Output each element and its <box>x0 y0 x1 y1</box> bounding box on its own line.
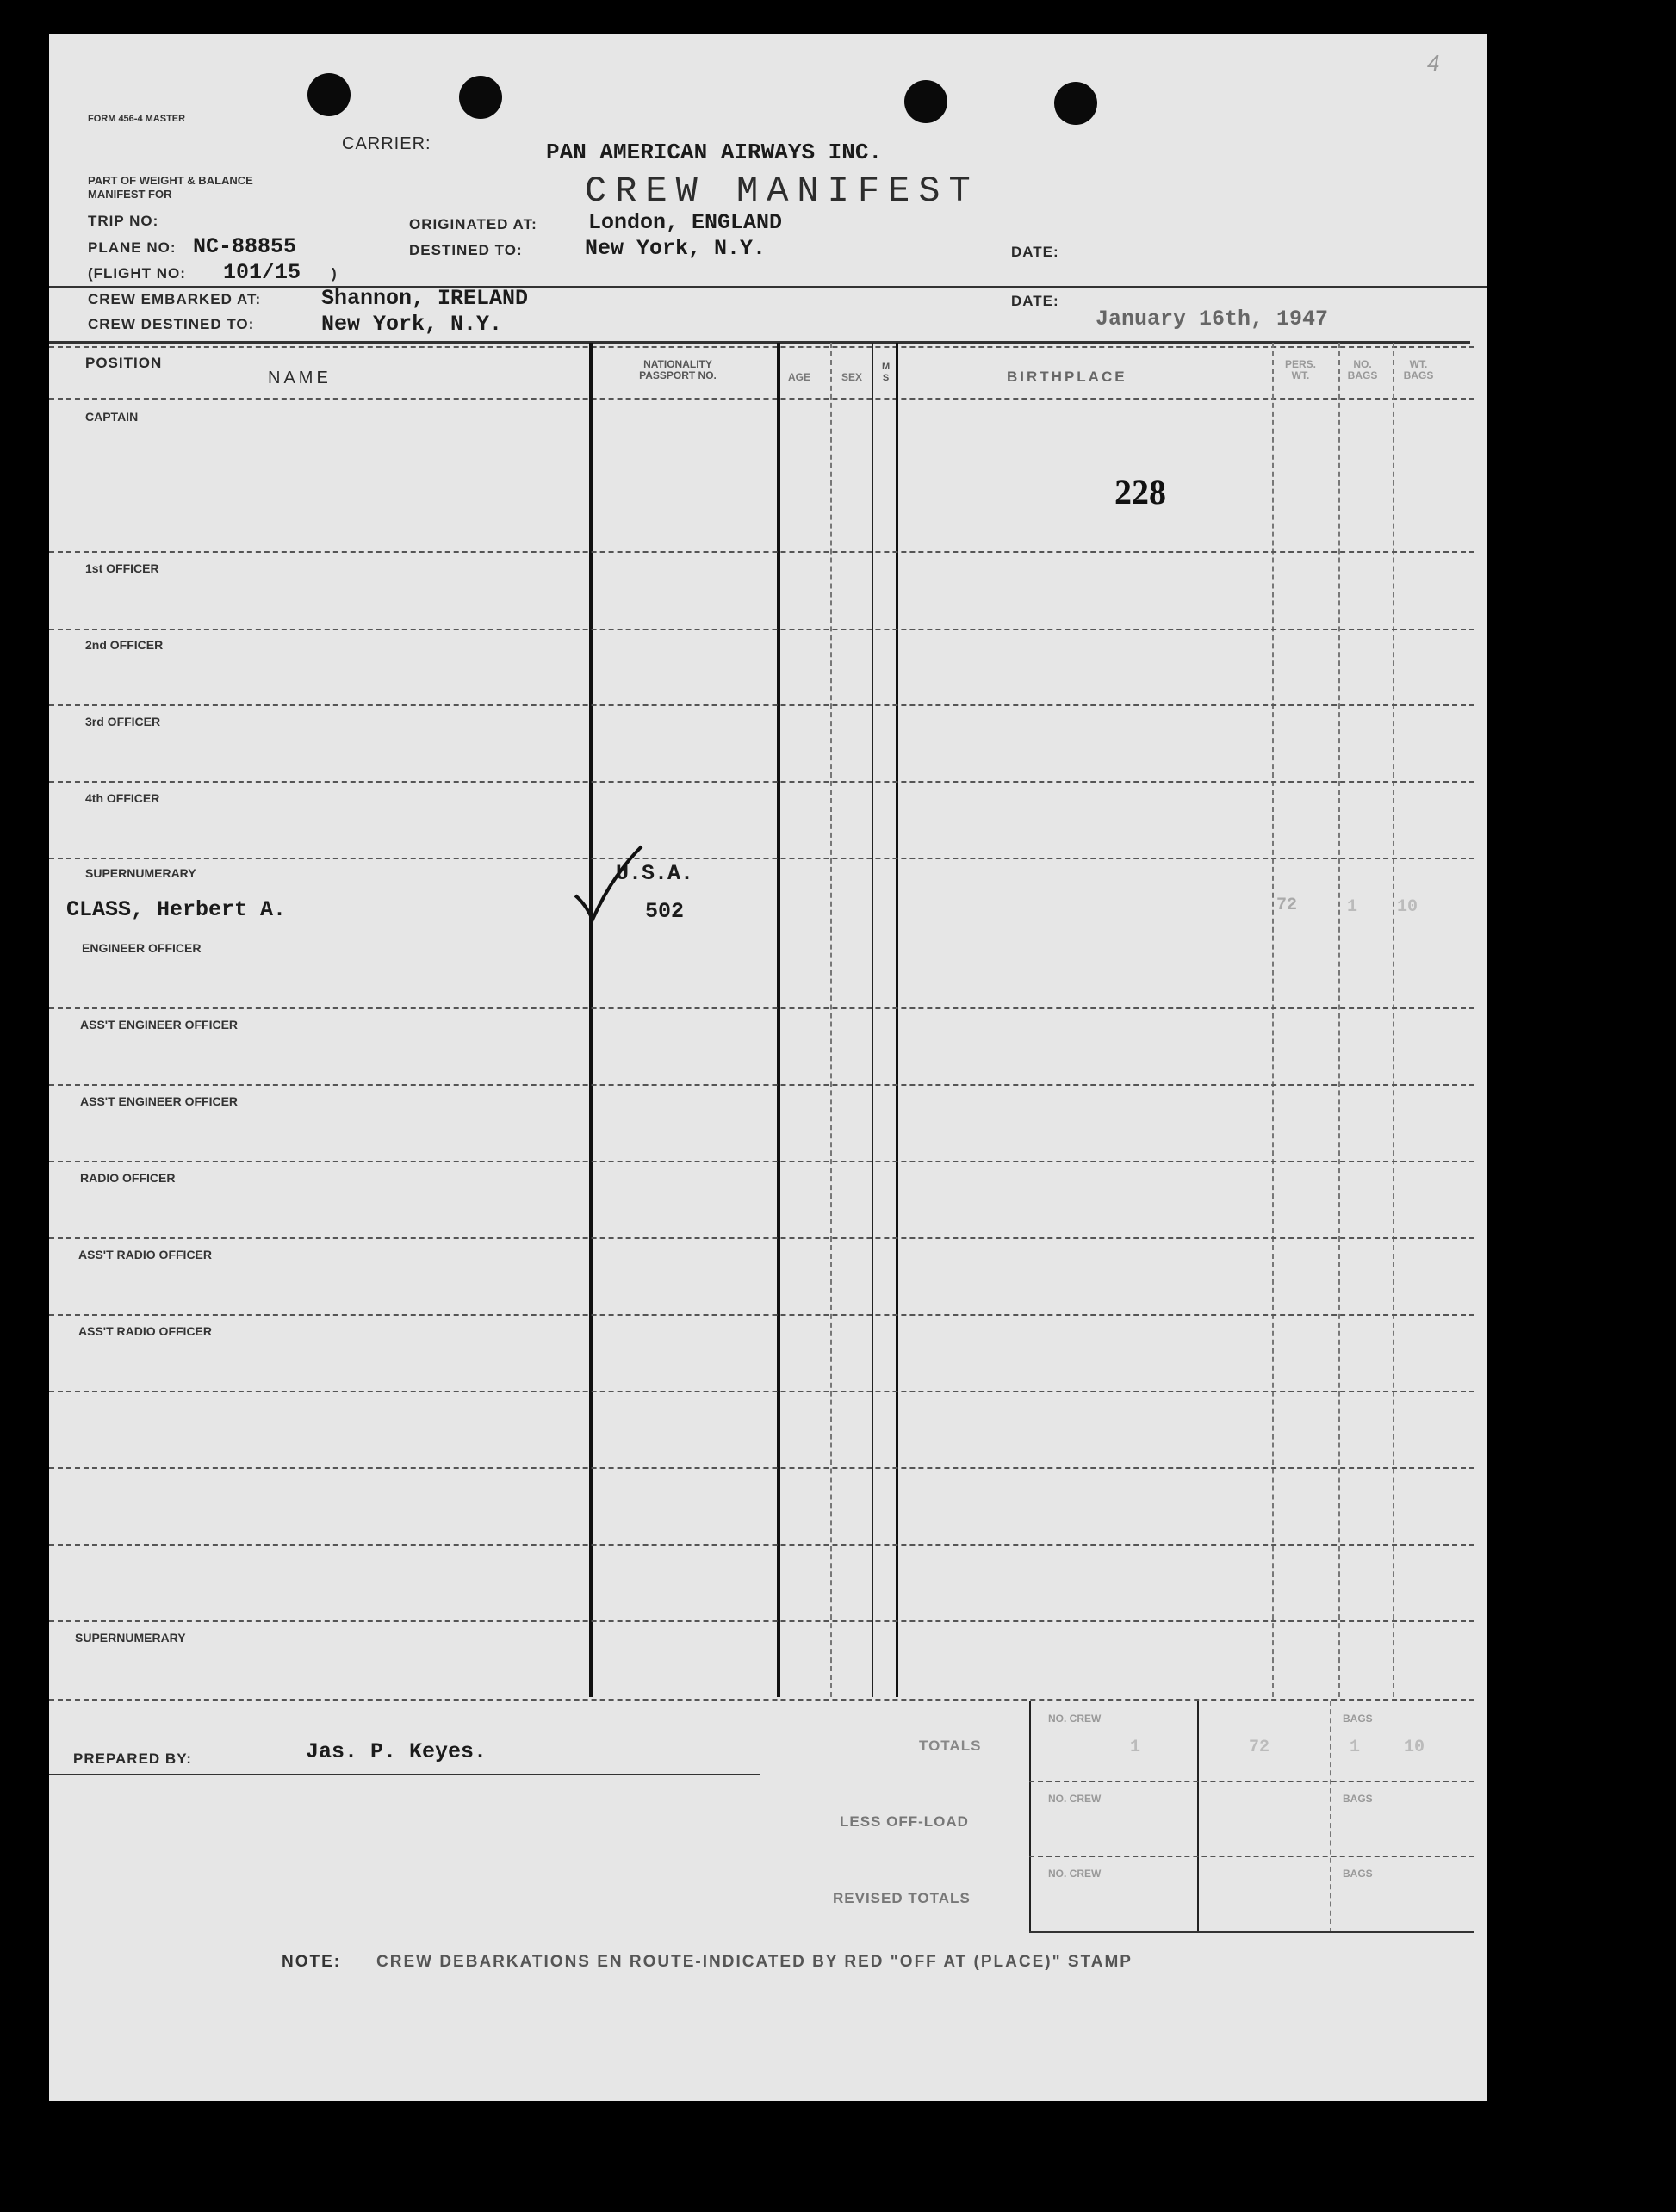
note-text: CREW DEBARKATIONS EN ROUTE-INDICATED BY RED "OFF AT (PLACE)" STAMP <box>376 1953 1133 1971</box>
col-birthplace: BIRTHPLACE <box>1007 369 1127 385</box>
prepared-by-label: PREPARED BY: <box>73 1750 192 1767</box>
row-asst-engineer-2: ASS'T ENGINEER OFFICER <box>80 1094 239 1108</box>
row-asst-radio-2: ASS'T RADIO OFFICER <box>78 1324 212 1338</box>
row-divider <box>49 1084 1474 1086</box>
totals-row-divider <box>1029 1856 1474 1857</box>
row-divider <box>49 629 1474 630</box>
row-divider <box>49 1161 1474 1162</box>
table-top-border-dashed <box>49 346 1474 348</box>
trip-no-label: TRIP NO: <box>88 213 159 229</box>
row-second-officer: 2nd OFFICER <box>85 638 164 652</box>
totals-bags: 1 <box>1350 1738 1361 1757</box>
stamp-number: 228 <box>1114 473 1166 511</box>
crew-no-bags: 1 <box>1347 897 1358 917</box>
row-divider <box>49 1237 1474 1239</box>
col-divider-name <box>589 343 593 1697</box>
col-position: POSITION <box>85 355 163 371</box>
page-number: 4 <box>1427 50 1440 76</box>
destined-value: New York, N.Y. <box>585 236 767 261</box>
col-name: NAME <box>268 369 332 387</box>
form-code: FORM 456-4 MASTER <box>88 114 186 124</box>
offload-no-crew-label: NO. CREW <box>1048 1793 1102 1805</box>
row-divider <box>49 1314 1474 1316</box>
row-divider <box>49 781 1474 783</box>
crew-embarked-label: CREW EMBARKED AT: <box>88 291 262 307</box>
col-pers-wt-line-2: WT. <box>1291 369 1310 381</box>
totals-bags-label: BAGS <box>1343 1713 1373 1725</box>
revised-no-crew-label: NO. CREW <box>1048 1868 1102 1880</box>
col-divider-age <box>830 343 832 1697</box>
col-nationality-line-1: NATIONALITY <box>643 358 712 370</box>
col-no-bags <box>1341 359 1384 381</box>
col-pers-wt-line-1: PERS. <box>1284 358 1316 370</box>
totals-wt-bags: 10 <box>1404 1738 1425 1757</box>
manifest-for-label: MANIFEST FOR <box>88 188 172 201</box>
crew-pers-wt: 72 <box>1276 895 1298 915</box>
row-divider <box>49 1544 1474 1546</box>
date-label-2: DATE: <box>1011 293 1059 309</box>
col-wt-bags-line-2: BAGS <box>1403 369 1434 381</box>
col-divider-sex <box>872 343 873 1697</box>
totals-box-divider-2 <box>1330 1701 1331 1933</box>
col-no-bags-line-1: NO. <box>1353 358 1372 370</box>
col-nationality <box>592 359 764 381</box>
carrier-value: PAN AMERICAN AIRWAYS INC. <box>546 139 883 165</box>
prepared-by-underline <box>49 1774 760 1775</box>
date-label-1: DATE: <box>1011 244 1059 260</box>
row-divider <box>49 551 1474 553</box>
punch-hole <box>904 80 947 123</box>
checkmark-icon <box>568 842 646 928</box>
row-divider <box>49 704 1474 706</box>
row-divider <box>49 858 1474 859</box>
totals-label: TOTALS <box>919 1738 982 1754</box>
less-offload-label: LESS OFF-LOAD <box>840 1813 969 1830</box>
row-first-officer: 1st OFFICER <box>85 561 159 575</box>
col-wt-bags-line-1: WT. <box>1409 358 1428 370</box>
crew-name: CLASS, Herbert A. <box>66 897 287 922</box>
col-divider-nationality <box>777 343 780 1697</box>
flight-no-close: ) <box>332 265 338 282</box>
col-ms-line-1: M <box>882 362 891 372</box>
table-bottom-border <box>49 1699 1474 1701</box>
offload-bags-label: BAGS <box>1343 1793 1373 1805</box>
crew-passport-no: 502 <box>645 899 685 924</box>
col-ms-line-2: S <box>882 373 890 383</box>
totals-box-divider <box>1197 1701 1199 1933</box>
row-divider <box>49 1620 1474 1622</box>
row-supernumerary-1: SUPERNUMERARY <box>85 866 196 880</box>
carrier-label: CARRIER: <box>342 134 431 153</box>
row-supernumerary-2: SUPERNUMERARY <box>75 1631 186 1645</box>
totals-box-bottom <box>1029 1931 1474 1933</box>
col-divider-no-bags <box>1393 343 1394 1697</box>
row-fourth-officer: 4th OFFICER <box>85 791 160 805</box>
col-age: AGE <box>788 371 811 383</box>
row-divider <box>49 1007 1474 1009</box>
plane-no-value: NC-88855 <box>193 234 297 259</box>
col-divider-pers-wt <box>1338 343 1340 1697</box>
table-top-border <box>49 341 1470 344</box>
crew-nationality: U.S.A. <box>616 861 694 886</box>
originated-value: London, ENGLAND <box>588 210 783 235</box>
punch-hole <box>307 73 351 116</box>
destined-label: DESTINED TO: <box>409 242 523 258</box>
header-row-bottom <box>49 398 1474 400</box>
row-radio-officer: RADIO OFFICER <box>80 1171 176 1185</box>
col-pers-wt <box>1279 359 1322 381</box>
plane-no-label: PLANE NO: <box>88 239 177 256</box>
revised-bags-label: BAGS <box>1343 1868 1373 1880</box>
crew-wt-bags: 10 <box>1397 897 1418 917</box>
note-label: NOTE: <box>282 1953 342 1971</box>
originated-label: ORIGINATED AT: <box>409 216 537 232</box>
col-wt-bags <box>1397 359 1440 381</box>
date-value: January 16th, 1947 <box>1096 307 1329 331</box>
totals-row-divider <box>1029 1781 1474 1782</box>
prepared-by-value: Jas. P. Keyes. <box>306 1739 487 1764</box>
col-no-bags-line-2: BAGS <box>1347 369 1378 381</box>
header-divider <box>49 286 1487 288</box>
crew-destined-value: New York, N.Y. <box>321 312 503 337</box>
col-sex: SEX <box>841 371 863 383</box>
crew-destined-label: CREW DESTINED TO: <box>88 316 255 332</box>
punch-hole <box>1054 82 1097 125</box>
row-divider <box>49 1467 1474 1469</box>
row-third-officer: 3rd OFFICER <box>85 715 161 728</box>
totals-no-crew: 1 <box>1130 1738 1141 1757</box>
punch-hole <box>459 76 502 119</box>
row-divider <box>49 1391 1474 1392</box>
flight-no-value: 101/15 <box>223 260 301 285</box>
flight-no-label: (FLIGHT NO: <box>88 265 186 282</box>
row-asst-engineer-1: ASS'T ENGINEER OFFICER <box>80 1018 239 1032</box>
manifest-sheet <box>49 34 1487 2101</box>
totals-wt: 72 <box>1249 1738 1270 1757</box>
col-divider-birthplace <box>1272 343 1274 1697</box>
col-divider-ms <box>896 343 898 1697</box>
crew-embarked-value: Shannon, IRELAND <box>321 286 529 311</box>
totals-no-crew-label: NO. CREW <box>1048 1713 1102 1725</box>
row-captain: CAPTAIN <box>85 410 139 424</box>
revised-totals-label: REVISED TOTALS <box>833 1890 971 1906</box>
col-ms <box>882 362 890 384</box>
col-nationality-line-2: PASSPORT NO. <box>639 369 717 381</box>
manifest-title: CREW MANIFEST <box>585 170 979 212</box>
totals-box-left <box>1029 1701 1031 1933</box>
row-asst-radio-1: ASS'T RADIO OFFICER <box>78 1248 212 1261</box>
row-engineer-officer: ENGINEER OFFICER <box>82 941 202 955</box>
part-of-label: PART OF WEIGHT & BALANCE <box>88 174 253 187</box>
